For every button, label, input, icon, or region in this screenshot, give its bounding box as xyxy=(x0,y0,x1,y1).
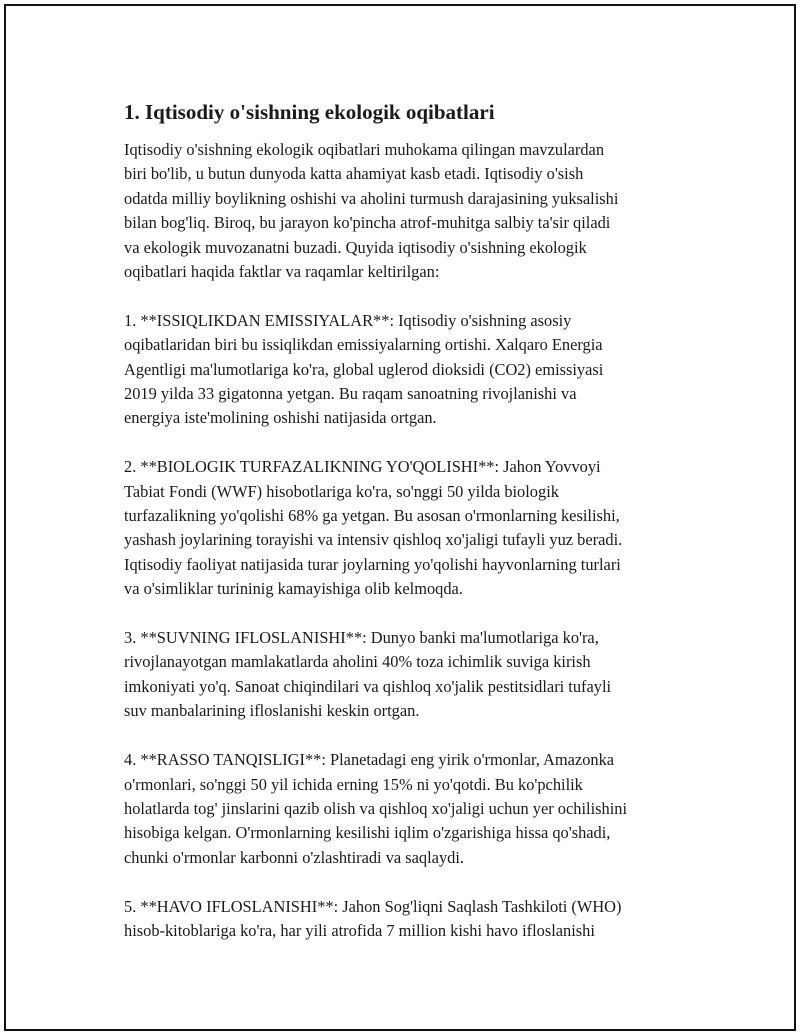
text-line: biri bo'lib, u butun dunyoda katta ahamiyat kasb etadi. Iqtisodiy o'sish xyxy=(124,164,584,184)
text-line: va o'simliklar turininig kamayishiga olib kelmoqda. xyxy=(124,579,463,599)
document-title: 1. Iqtisodiy o'sishning ekologik oqibatlari xyxy=(124,100,495,124)
text-line: energiya iste'molining oshishi natijasida ortgan. xyxy=(124,408,437,428)
text-line: turfazalikning yo'qolishi 68% ga yetgan. Bu asosan o'rmonlarning kesilishi, xyxy=(124,506,620,526)
text-line: suv manbalarining ifloslanishi keskin ortgan. xyxy=(124,701,420,721)
page-frame xyxy=(4,4,796,1031)
text-line: Agentligi ma'lumotlariga ko'ra, global uglerod dioksidi (CO2) emissiyasi xyxy=(124,359,604,379)
emissions-paragraph xyxy=(124,309,684,431)
text-line: rivojlanayotgan mamlakatlarda aholini 40% toza ichimlik suviga kirish xyxy=(124,652,591,672)
water-pollution-paragraph xyxy=(124,626,684,724)
text-line: oqibatlaridan biri bu issiqlikdan emissiyalarning ortishi. Xalqaro Energia xyxy=(124,335,603,355)
text-line: odatda milliy boylikning oshishi va aholini turmush darajasining yuksalishi xyxy=(124,188,619,208)
biodiversity-paragraph xyxy=(124,455,684,601)
text-line: imkoniyati yo'q. Sanoat chiqindilari va qishloq xo'jalik pestitsidlari tufayli xyxy=(124,676,612,696)
text-line: o'rmonlari, so'nggi 50 yil ichida erning 15% ni yo'qotdi. Bu ko'pchilik xyxy=(124,774,583,794)
text-line: Tabiat Fondi (WWF) hisobotlariga ko'ra, so'nggi 50 yilda biologik xyxy=(124,481,559,501)
text-line: 4. **RASSO TANQISLIGI**: Planetadagi eng yirik o'rmonlar, Amazonka xyxy=(124,750,615,770)
text-line: 2. **BIOLOGIK TURFAZALIKNING YO'QOLISHI**: Jahon Yovvoyi xyxy=(124,457,601,477)
text-line: 3. **SUVNING IFLOSLANISHI**: Dunyo banki ma'lumotlariga ko'ra, xyxy=(124,628,599,648)
document-body xyxy=(124,98,684,968)
air-pollution-paragraph xyxy=(124,895,684,944)
text-line: bilan bog'liq. Biroq, bu jarayon ko'pincha atrof-muhitga salbiy ta'sir qiladi xyxy=(124,213,611,233)
text-line: Iqtisodiy faoliyat natijasida turar joylarning yo'qolishi hayvonlarning turlari xyxy=(124,554,621,574)
text-line: holatlarda tog' jinslarini qazib olish va qishloq xo'jaligi uchun yer ochilishini xyxy=(124,798,628,818)
text-line: hisob-kitoblariga ko'ra, har yili atrofida 7 million kishi havo ifloslanishi xyxy=(124,920,595,940)
text-line: Iqtisodiy o'sishning ekologik oqibatlari muhokama qilingan mavzulardan xyxy=(124,140,605,159)
text-line: va ekologik muvozanatni buzadi. Quyida iqtisodiy o'sishning ekologik xyxy=(124,237,587,257)
text-line: hisobiga kelgan. O'rmonlarning kesilishi iqlim o'zgarishiga hissa qo'shadi, xyxy=(124,823,611,843)
text-line: 5. **HAVO IFLOSLANISHI**: Jahon Sog'liqni Saqlash Tashkiloti (WHO) xyxy=(124,896,622,916)
forest-loss-paragraph xyxy=(124,748,684,870)
text-line: 1. **ISSIQLIKDAN EMISSIYALAR**: Iqtisodiy o'sishning asosiy xyxy=(124,310,572,330)
text-line: 2019 yilda 33 gigatonna yetgan. Bu raqam sanoatning rivojlanishi va xyxy=(124,384,577,404)
text-line: oqibatlari haqida faktlar va raqamlar keltirilgan: xyxy=(124,262,440,282)
text-line: yashash joylarining torayishi va intensiv qishloq xo'jaligi tufayli yuz beradi. xyxy=(124,530,623,550)
intro-paragraph xyxy=(124,138,684,284)
text-line: chunki o'rmonlar karbonni o'zlashtiradi va saqlaydi. xyxy=(124,847,465,867)
